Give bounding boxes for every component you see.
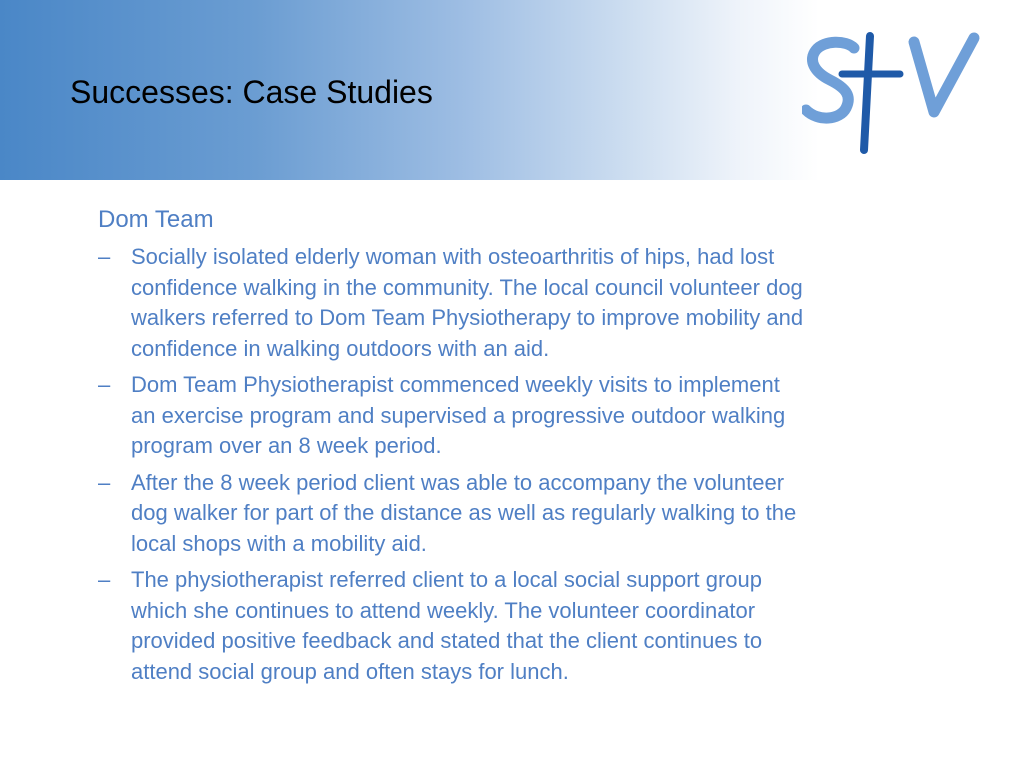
section-heading: Dom Team — [98, 206, 214, 233]
logo-letter-v — [914, 38, 974, 112]
slide-title: Successes: Case Studies — [70, 74, 433, 110]
bullet-dash: – — [98, 372, 111, 397]
bullet-text: After the 8 week period client was able to accompany the volunteer dog walker for part of the distance as well as regularly walking to the local shops with a mobility aid. — [131, 469, 797, 556]
bullet-dash: – — [98, 244, 111, 269]
bullet-item — [98, 468, 933, 560]
bullet-list — [98, 242, 933, 687]
bullet-text: Socially isolated elderly woman with osteoarthritis of hips, had lost confidence walking in the community. The local council volunteer dog walkers referred to Dom Team Physiotherapy to improve mobility and confidence in walking outdoors with an aid. — [131, 244, 804, 361]
logo-cross — [864, 36, 870, 150]
content-body — [98, 204, 933, 693]
bullet-dash: – — [98, 469, 111, 495]
logo-letter-s — [806, 42, 854, 118]
bullet-item — [98, 565, 933, 687]
stv-logo — [802, 30, 982, 155]
bullet-text: Dom Team Physiotherapist commenced weekly visits to implement an exercise program and supervised a progressive outdoor walking program over an 8 week period. — [131, 372, 786, 458]
bullet-text: The physiotherapist referred client to a local social support group which she continues to attend weekly. The volunteer coordinator provided positive feedback and stated that the client continues to attend social group and often stays for lunch. — [131, 567, 763, 684]
bullet-dash: – — [98, 567, 111, 592]
bullet-item — [98, 370, 933, 462]
bullet-item — [98, 242, 933, 364]
